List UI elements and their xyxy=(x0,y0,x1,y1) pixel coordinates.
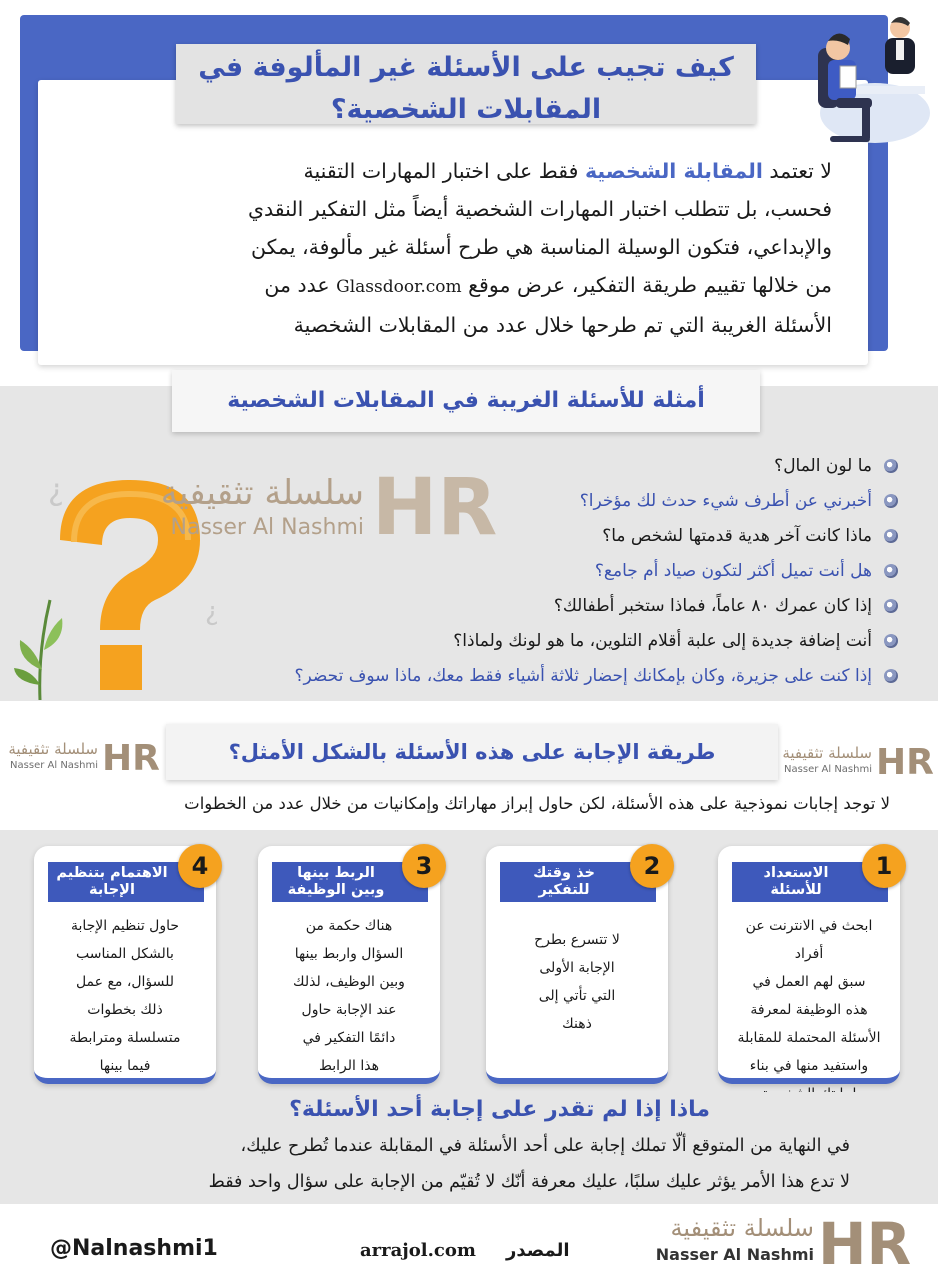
step-body xyxy=(270,912,428,1080)
logo-mark: HR xyxy=(102,738,160,779)
step-line: الإجابة الأولى xyxy=(539,960,615,976)
hr-logo-footer xyxy=(655,1208,912,1278)
step-card-3 xyxy=(258,846,440,1084)
step-line: السؤال واربط بينها xyxy=(294,946,404,962)
intro-line-4 xyxy=(62,266,832,306)
logo-mark: HR xyxy=(876,742,934,783)
bullet-icon xyxy=(884,669,898,683)
step-line: ذلك بخطوات xyxy=(87,1002,163,1018)
final-line-1: في النهاية من المتوقع ألّا تملك إجابة على أحد الأسئلة في المقابلة عندما تُطرح عليك، xyxy=(240,1136,850,1156)
final-title: ماذا إذا لم تقدر على إجابة أحد الأسئلة؟ xyxy=(289,1097,710,1122)
step-heading: خذ وقتك للتفكير xyxy=(500,862,656,902)
bullet-icon xyxy=(884,459,898,473)
interview-illustration xyxy=(770,8,930,158)
bullet-icon xyxy=(884,634,898,648)
questions-list xyxy=(138,449,898,694)
method-title: طريقة الإجابة على هذه الأسئلة بالشكل الأمثل؟ xyxy=(228,740,716,764)
title-line-2: المقابلات الشخصية؟ xyxy=(330,94,602,125)
step-line: هذه الوظيفة لمعرفة xyxy=(750,1002,868,1018)
svg-text:¿: ¿ xyxy=(48,473,64,508)
social-handle: @Nalnashmi1 xyxy=(50,1236,218,1261)
list-item xyxy=(138,589,898,624)
list-item xyxy=(138,554,898,589)
step-body xyxy=(730,912,888,1108)
question-text: هل أنت تميل أكثر لتكون صياد أم جامع؟ xyxy=(594,561,872,581)
list-item xyxy=(138,624,898,659)
watermark-mark: HR xyxy=(372,463,498,553)
bullet-icon xyxy=(884,564,898,578)
step-line: لا تتسرع بطرح xyxy=(534,932,620,948)
step-line: ابحث في الانترنت عن أفراد xyxy=(745,918,873,962)
bullet-icon xyxy=(884,599,898,613)
plant-icon xyxy=(10,590,70,700)
step-line: هذا الرابط xyxy=(318,1058,380,1074)
list-item xyxy=(138,484,898,519)
intro-line-2: فحسب، بل تتطلب اختبار المهارات الشخصية أيضاً مثل التفكير النقدي xyxy=(248,197,832,221)
question-text: ماذا كانت آخر هدية قدمتها لشخص ما؟ xyxy=(602,526,872,546)
step-line: ذهنك xyxy=(562,1016,592,1032)
question-text: إذا كان عمرك ٨٠ عاماً، فماذا ستخبر أطفالك؟ xyxy=(553,596,872,616)
step-card-2 xyxy=(486,846,668,1084)
step-card-4 xyxy=(34,846,216,1084)
step-line: حاول تنظيم الإجابة xyxy=(70,918,180,934)
method-title-box xyxy=(166,724,778,780)
question-text: أخبرني عن أطرف شيء حدث لك مؤخرا؟ xyxy=(579,491,872,511)
step-number: 3 xyxy=(402,844,446,888)
step-number: 1 xyxy=(862,844,906,888)
watermark-latin: Nasser Al Nashmi xyxy=(170,515,364,540)
question-text: أنت إضافة جديدة إلى علبة أقلام التلوين، ما هو لونك ولماذا؟ xyxy=(453,631,872,651)
bullet-icon xyxy=(884,529,898,543)
step-body xyxy=(46,912,204,1080)
bullet-icon xyxy=(884,494,898,508)
step-line: عند الإجابة حاول xyxy=(301,1002,397,1018)
intro-text: لا تعتمد xyxy=(762,159,832,183)
hr-logo-left xyxy=(8,734,160,779)
step-card-1 xyxy=(718,846,900,1084)
step-heading: الاهتمام بتنظيم الإجابة xyxy=(48,862,204,902)
step-line: للسؤال، مع عمل xyxy=(75,974,175,990)
step-line: بالشكل المناسب xyxy=(76,946,174,962)
intro-text: عدد من xyxy=(264,273,337,297)
svg-text:¿: ¿ xyxy=(205,597,219,627)
step-line: سبق لهم العمل في xyxy=(752,974,866,990)
source-site: arrajol.com xyxy=(360,1240,476,1261)
intro-text: من خلالها تقييم طريقة التفكير، عرض موقع xyxy=(461,273,832,297)
list-item xyxy=(138,449,898,484)
logo-arabic: سلسلة تثقيفية xyxy=(8,740,98,758)
intro-text: فقط على اختبار المهارات التقنية xyxy=(303,159,585,183)
step-line: متسلسلة ومترابطة xyxy=(69,1030,181,1046)
intro-line-5: الأسئلة الغريبة التي تم طرحها خلال عدد من المقابلات الشخصية xyxy=(293,313,832,337)
intro-highlight: المقابلة الشخصية xyxy=(584,159,763,183)
step-line: وبين الوظيف، لذلك xyxy=(293,974,405,990)
method-subtitle: لا توجد إجابات نموذجية على هذه الأسئلة، لكن حاول إبراز مهاراتك وإمكانيات من خلال عدد من الخطوات xyxy=(184,794,890,813)
logo-mark: HR xyxy=(818,1210,912,1278)
source-label: المصدر xyxy=(506,1240,570,1261)
intro-paragraph xyxy=(62,152,832,344)
logo-latin: Nasser Al Nashmi xyxy=(10,760,98,771)
step-line: هناك حكمة من xyxy=(305,918,393,934)
step-line: دائمًا التفكير في xyxy=(302,1030,396,1046)
title-line-1: كيف تجيب على الأسئلة غير المألوفة في xyxy=(198,52,734,83)
step-number: 2 xyxy=(630,844,674,888)
step-heading: الاستعداد للأسئلة xyxy=(732,862,888,902)
hr-logo-right xyxy=(782,738,934,783)
step-heading: الربط بينها وبين الوظيفة xyxy=(272,862,428,902)
intro-line-1 xyxy=(62,152,832,190)
step-line: التي تأتي إلى xyxy=(538,988,616,1004)
examples-title-box xyxy=(172,370,760,432)
list-item xyxy=(138,659,898,694)
step-line: فيما بينها xyxy=(99,1058,151,1074)
logo-arabic: سلسلة تثقيفية xyxy=(670,1214,814,1242)
question-text: ما لون المال؟ xyxy=(774,456,872,476)
final-line-2: لا تدع هذا الأمر يؤثر عليك سلبًا، عليك معرفة أنّك لا تُقيّم من الإجابة على سؤال واحد فقط xyxy=(208,1172,850,1192)
examples-title: أمثلة للأسئلة الغريبة في المقابلات الشخصية xyxy=(227,388,705,413)
step-line: واستفيد منها في بناء xyxy=(749,1058,869,1074)
step-line: الأسئلة المحتملة للمقابلة xyxy=(737,1030,881,1046)
final-paragraph xyxy=(60,1128,850,1200)
logo-latin: Nasser Al Nashmi xyxy=(655,1245,814,1264)
intro-line-3: والإبداعي، فتكون الوسيلة المناسبة هي طرح أسئلة غير مألوفة، يمكن xyxy=(251,235,832,259)
step-body xyxy=(498,926,656,1038)
list-item xyxy=(138,519,898,554)
watermark-arabic: سلسلة تثقيفية xyxy=(160,473,364,513)
step-number: 4 xyxy=(178,844,222,888)
logo-arabic: سلسلة تثقيفية xyxy=(782,744,872,762)
logo-latin: Nasser Al Nashmi xyxy=(784,764,872,775)
question-text: إذا كنت على جزيرة، وكان بإمكانك إحضار ثلاثة أشياء فقط معك، ماذا سوف تحضر؟ xyxy=(294,666,872,686)
page-title xyxy=(176,44,756,124)
glassdoor-site: Glassdoor.com xyxy=(336,277,462,297)
